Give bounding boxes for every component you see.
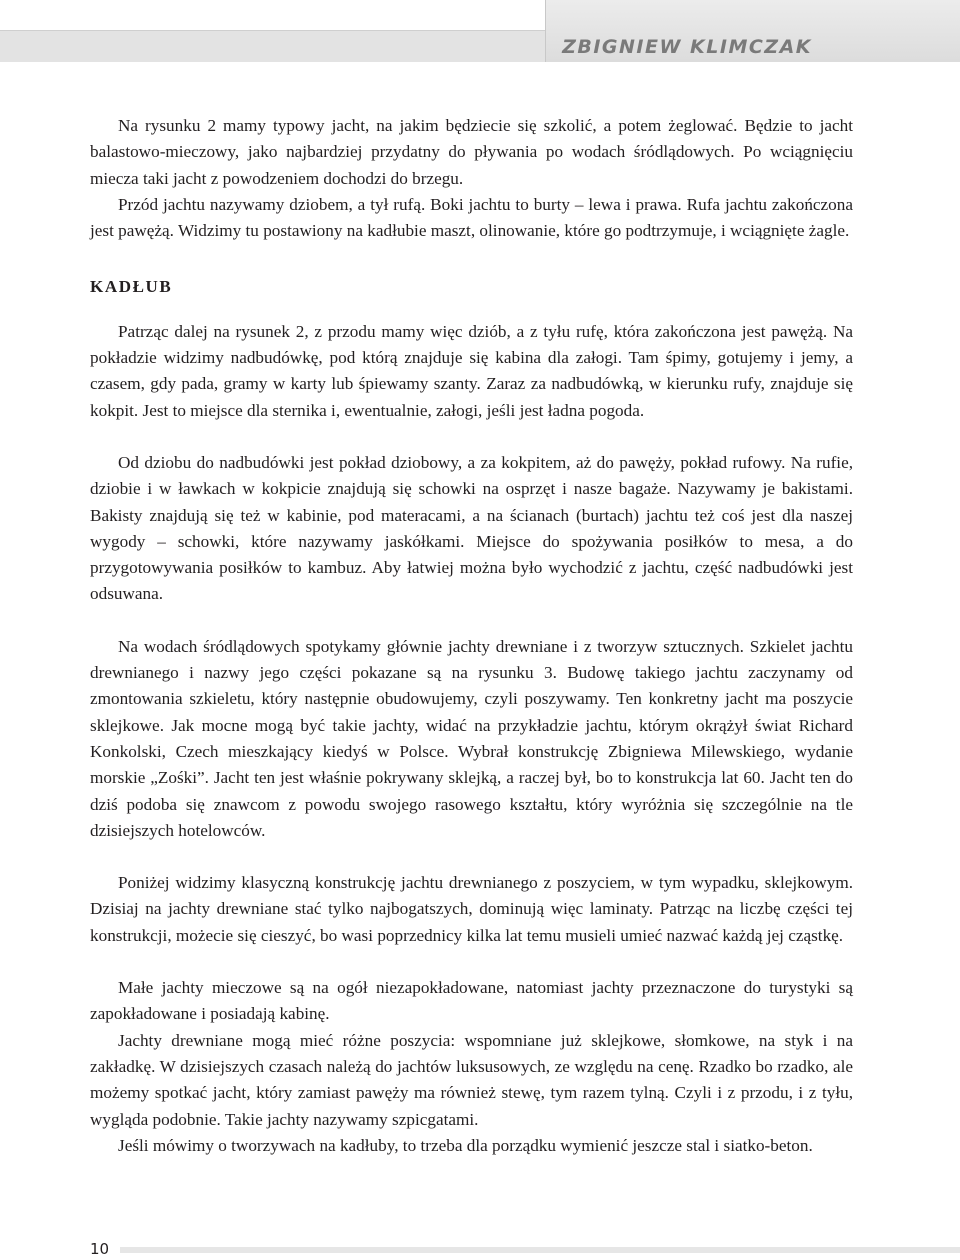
- body-paragraph: Patrząc dalej na rysunek 2, z przodu mamy więc dziób, a z tyłu rufę, która zakończona jest pawężą. Na pokładzie widzimy nadbudówkę, pod którą znajduje się kabina dla załogi. Tam śpimy, gotujemy i jemy, a czasem, gdy pada, gramy w karty lub śpiewamy szanty. Zaraz za nadbudówką, w kierunku rufy, znajduje się kokpit. Jest to miejsce dla sternika i, ewentualnie, załogi, jeśli jest ładna pogoda.: [90, 321, 853, 420]
- body-paragraph: Od dziobu do nadbudówki jest pokład dziobowy, a za kokpitem, aż do pawęży, pokład rufowy. Na rufie, dziobie i w ławkach w kokpicie znajdują się schowki na osprzęt i nasze bagaże. Nazywamy je bakistami. Bakisty znajdują się też w kabinie, pod materacami, a na ścianach (burtach) jachtu też coś jest dla naszej wygody – schowki, które nazywamy jaskółkami. Miejsce do spożywania posiłków to mesa, a do przygotowywania posiłków to kambuz. Aby łatwiej można było wychodzić z jachtu, część nadbudówki jest odsuwana.: [90, 452, 853, 604]
- running-header-author: ZBIGNIEW KLIMCZAK: [562, 36, 812, 58]
- body-paragraph: Małe jachty mieczowe są na ogół niezapokładowane, natomiast jachty przeznaczone do turystyki są zapokładowane i posiadają kabinę.: [90, 978, 853, 1024]
- body-paragraph: Na wodach śródlądowych spotykamy głównie jachty drewniane i z tworzyw sztucznych. Szkielet jachtu drewnianego i nazwy jego części pokazane są na rysunku 3. Budowę takiego jachtu zaczynamy od zmontowania szkieletu, który następnie obudowujemy, czyli poszywamy. Ten konkretny jacht ma poszycie sklejkowe. Jak mocne mogą być takie jachty, widać na przykładzie jachtu, którym okrążył świat Richard Konkolski, Czech mieszkający kiedyś w Polsce. Wybrał konstrukcję Zbigniewa Milewskiego, wydanie morskie „Zośki”. Jacht ten jest właśnie pokrywany sklejką, a raczej był, bo to konstrukcja lat 60. Jacht ten do dziś podoba się znawcom z powodu swojego rasowego kształtu, który wyróżnia się szczególnie na tle dzisiejszych hotelowców.: [90, 636, 853, 840]
- intro-paragraph-1: Na rysunku 2 mamy typowy jacht, na jakim będziecie się szkolić, a potem żeglować. Będzie to jacht balastowo-mieczowy, jako najbardziej przydatny do pływania po wodach śródlądowych. Po wciągnięciu miecza taki jacht z powodzeniem dochodzi do brzegu.: [90, 116, 853, 188]
- section-heading: KADŁUB: [90, 277, 173, 297]
- body-paragraph: Poniżej widzimy klasyczną konstrukcję jachtu drewnianego z poszyciem, w tym wypadku, sklejkowym. Dzisiaj na jachty drewniane stać tylko najbogatszych, dominują więc laminaty. Patrząc na liczbę części tej konstrukcji, możecie się cieszyć, bo wasi poprzednicy kilka lat temu musieli umieć nazwać każdą jej cząstkę.: [90, 873, 853, 945]
- header-tab-edge: [545, 0, 546, 62]
- intro-paragraph-2: Przód jachtu nazywamy dziobem, a tył rufą. Boki jachtu to burty – lewa i prawa. Rufa jachtu zakończona jest pawężą. Widzimy tu postawiony na kadłubie maszt, olinowanie, które go podtrzymuje, i wciągnięte żagle.: [90, 194, 853, 241]
- body-paragraph: Jachty drewniane mogą mieć różne poszycia: wspomniane już sklejkowe, słomkowe, na styk i na zakładkę. W dzisiejszych czasach należą do jachtów luksusowych, ze względu na cenę. Rzadko bo rzadko, ale możemy spotkać jacht, który zamiast pawęży ma również stewę, tym razem tylną. Czyli i z przodu, i z tyłu, wygląda podobnie. Takie jachty nazywamy szpicgatami.: [90, 1030, 853, 1129]
- body-paragraph: Jeśli mówimy o tworzywach na kadłuby, to trzeba dla porządku wymienić jeszcze stal i siatko-beton.: [118, 1135, 813, 1155]
- footer-rule: [120, 1247, 960, 1253]
- page-number: 10: [90, 1240, 110, 1258]
- page-content: [90, 113, 853, 1159]
